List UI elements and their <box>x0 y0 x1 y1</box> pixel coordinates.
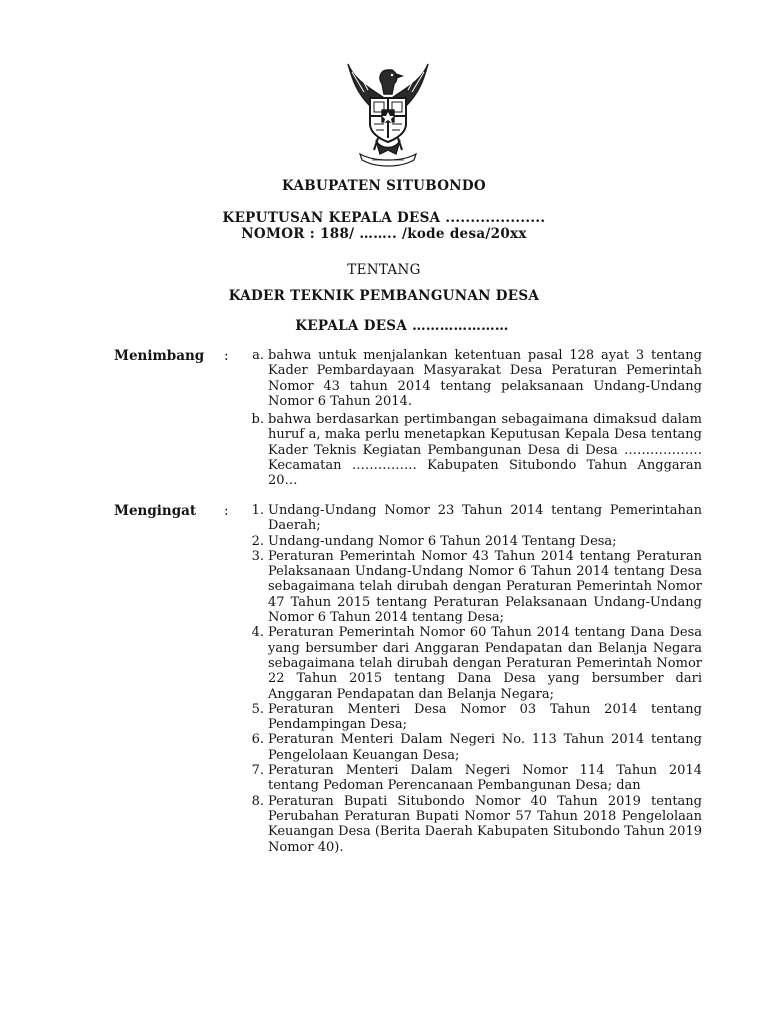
item-marker: a. <box>252 348 264 363</box>
item-text: Peraturan Bupati Situbondo Nomor 40 Tahun 2019 tentang Perubahan Peraturan Bupati Nomor 57 Tahun 2018 Pengelolaan Keuangan Desa (Berita Daerah Kabupaten Situbondo Tahun 2019 Nomor 40). <box>268 793 702 855</box>
item-marker: b. <box>251 412 264 428</box>
garuda-emblem-icon <box>340 58 436 168</box>
list-item <box>236 794 702 855</box>
item-text: Undang-Undang Nomor 23 Tahun 2014 tentang Pemerintahan Daerah; <box>268 503 702 534</box>
list-item <box>236 549 702 625</box>
item-text: bahwa untuk menjalankan ketentuan pasal 128 ayat 3 tentang Kader Pembardayaan Masyarakat Desa Peraturan Pemerintah Nomor 43 tahun 2014 tentang pelaksanaan Undang-Undang Nomor 6 Tahun 2014. <box>268 348 702 409</box>
item-marker: 1. <box>251 503 264 518</box>
list-item <box>236 534 702 549</box>
issuer-title: KEPALA DESA ………………… <box>295 318 509 334</box>
decree-subject: KADER TEKNIK PEMBANGUNAN DESA <box>228 288 540 304</box>
menimbang-colon: : <box>224 348 229 364</box>
list-item <box>236 702 702 733</box>
item-text: Peraturan Pemerintah Nomor 43 Tahun 2014 tentang Peraturan Pelaksanaan Undang-Undang Nomor 6 Tahun 2014 tentang Desa sebagaimana telah dirubah dengan Peraturan Pemerintah Nomor 47 Tahun 2015 tentang Peraturan Pelaksanaan Undang-Undang Nomor 6 Tahun 2014 tentang Desa; <box>268 548 702 626</box>
item-marker: 8. <box>251 793 264 809</box>
item-marker: 2. <box>251 533 264 549</box>
item-marker: 4. <box>251 625 264 641</box>
item-marker: 3. <box>251 548 264 564</box>
list-item <box>236 348 702 409</box>
menimbang-list <box>236 348 702 489</box>
item-marker: 7. <box>251 763 264 779</box>
item-text: Peraturan Menteri Dalam Negeri No. 113 Tahun 2014 tentang Pengelolaan Keuangan Desa; <box>268 732 702 763</box>
list-item <box>236 503 702 534</box>
item-text: Undang-undang Nomor 6 Tahun 2014 Tentang Desa; <box>268 533 617 549</box>
mengingat-label: Mengingat <box>114 503 197 519</box>
item-text: Peraturan Menteri Desa Nomor 03 Tahun 2014 tentang Pendampingan Desa; <box>268 701 702 733</box>
item-text: Peraturan Menteri Dalam Negeri Nomor 114 Tahun 2014 tentang Pedoman Perencanaan Pembangunan Desa; dan <box>268 763 702 794</box>
regency-title: KABUPATEN SITUBONDO <box>282 178 486 194</box>
mengingat-colon: : <box>224 503 229 519</box>
list-item <box>236 412 702 488</box>
list-item <box>236 625 702 701</box>
list-item <box>236 732 702 763</box>
decree-number: NOMOR : 188/ …….. /kode desa/20xx <box>241 226 527 242</box>
item-text: bahwa berdasarkan pertimbangan sebagaimana dimaksud dalam huruf a, maka perlu menetapkan Keputusan Kepala Desa tentang Kader Teknis Kegiatan Pembangunan Desa di Desa ……………… Kecamatan …………… Kabupaten Situbondo Tahun Anggaran 20… <box>268 412 702 489</box>
mengingat-list <box>236 503 702 855</box>
menimbang-label: Menimbang <box>114 348 205 364</box>
item-marker: 5. <box>251 701 264 717</box>
item-text: Peraturan Pemerintah Nomor 60 Tahun 2014 tentang Dana Desa yang bersumber dari Anggaran Pendapatan dan Belanja Negara sebagaimana telah dirubah dengan Peraturan Pemerintah Nomor 22 Tahun 2015 tentang Dana Desa yang bersumber dari Anggaran Pendapatan dan Belanja Negara; <box>268 625 702 702</box>
item-marker: 6. <box>251 732 264 748</box>
decree-title: KEPUTUSAN KEPALA DESA .................... <box>222 210 546 226</box>
about-label: TENTANG <box>347 262 421 278</box>
list-item <box>236 763 702 794</box>
